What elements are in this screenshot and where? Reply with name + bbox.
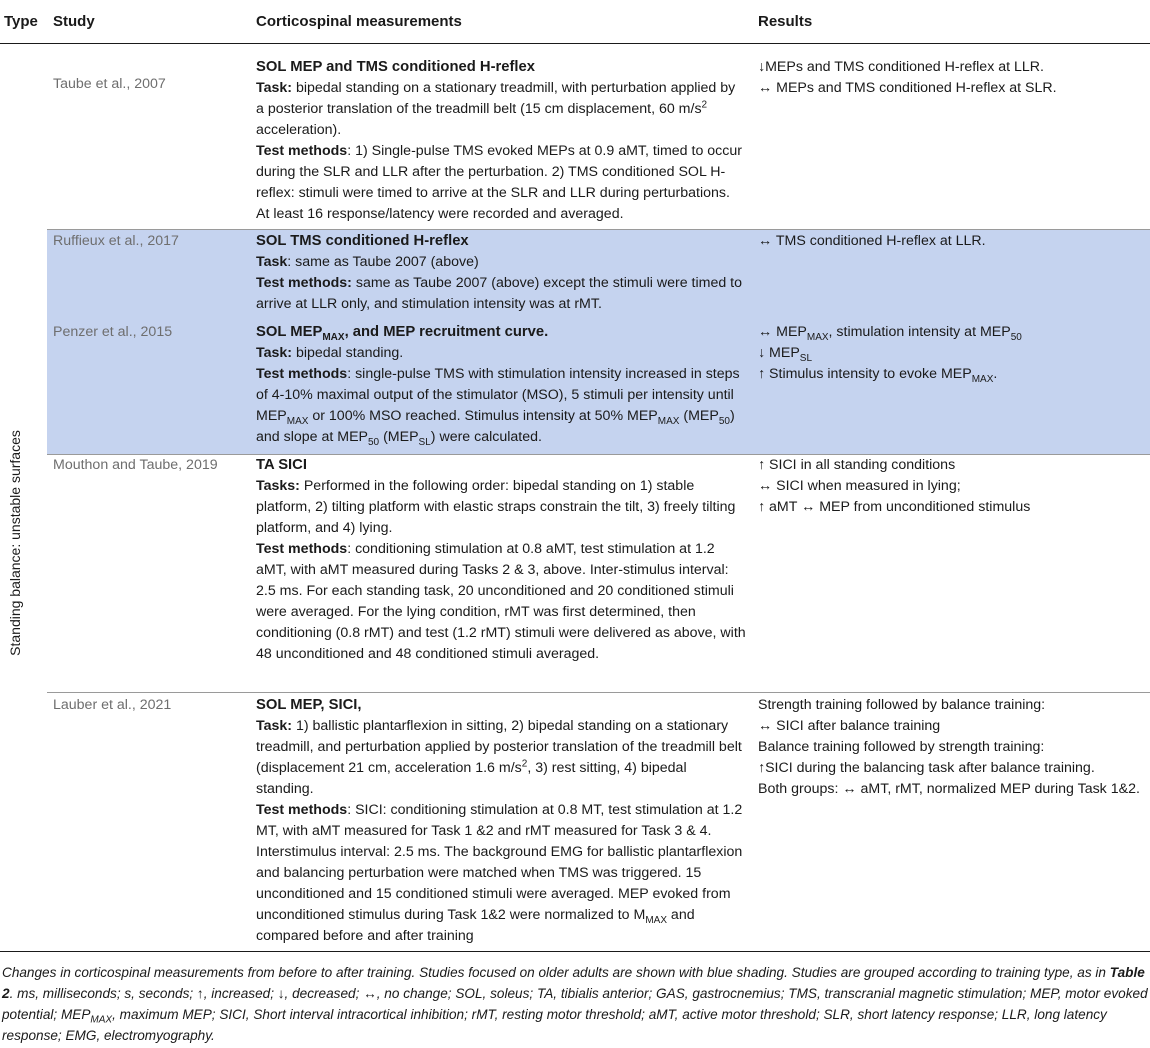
results-cell — [758, 231, 1146, 252]
header-measurements: Corticospinal measurements — [256, 13, 462, 30]
result-line: ↑ aMT ↔ MEP from unconditioned stimulus — [758, 499, 1031, 515]
result-line: Both groups: ↔ aMT, rMT, normalized MEP during Task 1&2. — [758, 781, 1140, 797]
results-cell — [758, 455, 1146, 518]
header-rule — [0, 43, 1150, 44]
task-text: Task: bipedal standing. — [256, 345, 404, 361]
methods-text: Test methods: single-pulse TMS with stimulation intensity increased in steps of 4-10% maximal output of the stimulator (MSO), 5 stimuli per intensity until $MEP_{MAX}$ or 100% MSO reached. Stimulus intensity at 50% $MEP_{MAX}$ $(MEP_{50})$ and slope at $MEP_{50}$ $(MEP_{SL})$ were calculated. — [256, 366, 740, 448]
measure-title: TA SICI — [256, 457, 307, 473]
result-line: ↑ SICI in all standing conditions — [758, 457, 956, 473]
results-cell — [758, 322, 1146, 385]
methods-text: Test methods: 1) Single-pulse TMS evoked MEPs at 0.9 aMT, timed to occur during the SLR and LLR after the perturbation. 2) TMS conditioned SOL H-reflex: stimuli were timed to arrive at the SLR and LLR during perturbations. At least 16 response/latency were recorded and averaged. — [256, 143, 742, 222]
methods-text: Test methods: same as Taube 2007 (above) except the stimuli were timed to arrive at LLR only, and stimulation intensity was at rMT. — [256, 275, 743, 312]
measurements-cell — [256, 231, 746, 315]
result-line: ↔ TMS conditioned H-reflex at LLR. — [758, 233, 986, 249]
table-header — [0, 0, 1150, 43]
result-line: Balance training followed by strength training: — [758, 739, 1045, 755]
header-results: Results — [758, 13, 813, 30]
measurements-cell — [256, 57, 746, 225]
results-cell — [758, 57, 1146, 99]
result-line: ↑SICI during the balancing task after balance training. — [758, 760, 1095, 776]
result-line: ↓ $MEP_{SL}$ — [758, 345, 813, 364]
measure-title: SOL MEP, SICI, — [256, 697, 362, 713]
measurements-cell — [256, 455, 746, 665]
type-column — [0, 43, 30, 950]
study-name: Lauber et al., 2021 — [53, 697, 172, 713]
result-line: ↔ $MEP_{MAX}$, stimulation intensity at $MEP_{50}$ — [758, 324, 1022, 343]
table-footnote: Changes in corticospinal measurements from before to after training. Studies focused on older adults are shown with blue shading. Studies are grouped according to training type, as in Table 2. ms, milliseconds; s, seconds; ↑, increased; ↓, decreased; ↔, no change; SOL, soleus; TA, tibialis anterior; GAS, gastrocnemius; TMS, transcranial magnetic stimulation; MEP, motor evoked potential; $MEP_{MAX}$, maximum MEP; SICI, Short interval intracortical inhibition; rMT, resting motor threshold; aMT, active motor threshold; SLR, short latency response; LLR, long latency response; EMG, electromyography. — [2, 965, 1148, 1043]
result-line: ↔ SICI when measured in lying; — [758, 478, 961, 494]
study-name: Ruffieux et al., 2017 — [53, 233, 179, 249]
measurements-cell — [256, 695, 746, 947]
measure-title: SOL $MEP_{MAX}$, and MEP recruitment curve. — [256, 324, 549, 343]
header-type: Type — [4, 13, 38, 30]
task-text: Task: same as Taube 2007 (above) — [256, 254, 479, 270]
measure-title: SOL TMS conditioned H-reflex — [256, 233, 469, 249]
study-name: Mouthon and Taube, 2019 — [53, 457, 218, 473]
study-name: Penzer et al., 2015 — [53, 324, 173, 340]
result-line: ↔ SICI after balance training — [758, 718, 941, 734]
table-bottom-rule — [0, 951, 1150, 952]
result-line: Strength training followed by balance training: — [758, 697, 1046, 713]
result-line: ↔ MEPs and TMS conditioned H-reflex at SLR. — [758, 80, 1057, 96]
type-label: Standing balance: unstable surfaces — [7, 430, 23, 656]
task-text: Task: 1) ballistic plantarflexion in sitting, 2) bipedal standing on a stationary treadmill, and perturbation applied by posterior translation of the treadmill belt (displacement 21 cm, acceleration 1.6 $m/s^2$, 3) rest sitting, 4) bipedal standing. — [256, 718, 742, 797]
header-study: Study — [53, 13, 95, 30]
task-text: Task: bipedal standing on a stationary treadmill, with perturbation applied by a posterior translation of the treadmill belt (15 cm displacement, 60 $m/s^2$ acceleration). — [256, 80, 736, 138]
table-2-link[interactable]: Table 2 — [2, 965, 1145, 1001]
measure-title: SOL MEP and TMS conditioned H-reflex — [256, 59, 535, 75]
row-divider — [47, 229, 1150, 230]
study-name: Taube et al., 2007 — [53, 76, 166, 92]
result-line: ↓MEPs and TMS conditioned H-reflex at LLR. — [758, 59, 1044, 75]
task-text: Tasks: Performed in the following order: bipedal standing on 1) stable platform, 2) tilting platform with elastic straps constrain the tilt, 3) freely tilting platform, and 4) lying. — [256, 478, 736, 536]
results-cell — [758, 695, 1146, 800]
result-line: ↑ Stimulus intensity to evoke $MEP_{MAX}$. — [758, 366, 998, 385]
methods-text: Test methods: conditioning stimulation at 0.8 aMT, test stimulation at 1.2 aMT, with aMT measured during Tasks 2 & 3, above. Inter-stimulus interval: 2.5 ms. For each standing task, 20 unconditioned and 20 conditioned stimuli were averaged. For the lying condition, rMT was first determined, then conditioning (0.8 rMT) and test (1.2 rMT) stimuli were delivered as above, with 48 unconditioned and 48 conditioned stimuli averaged. — [256, 541, 746, 662]
row-divider — [47, 692, 1150, 693]
methods-text: Test methods: SICI: conditioning stimulation at 0.8 MT, test stimulation at 1.2 MT, with aMT measured for Task 1 &2 and rMT measured for Task 3 & 4. Interstimulus interval: 2.5 ms. The background EMG for ballistic plantarflexion and balancing perturbation were matched when TMS was triggered. 15 unconditioned and 15 conditioned stimuli were averaged. MEP evoked from unconditioned stimulus during Task 1&2 were normalized to $M_{MAX}$ and compared before and after training — [256, 802, 743, 944]
measurements-cell — [256, 322, 746, 448]
